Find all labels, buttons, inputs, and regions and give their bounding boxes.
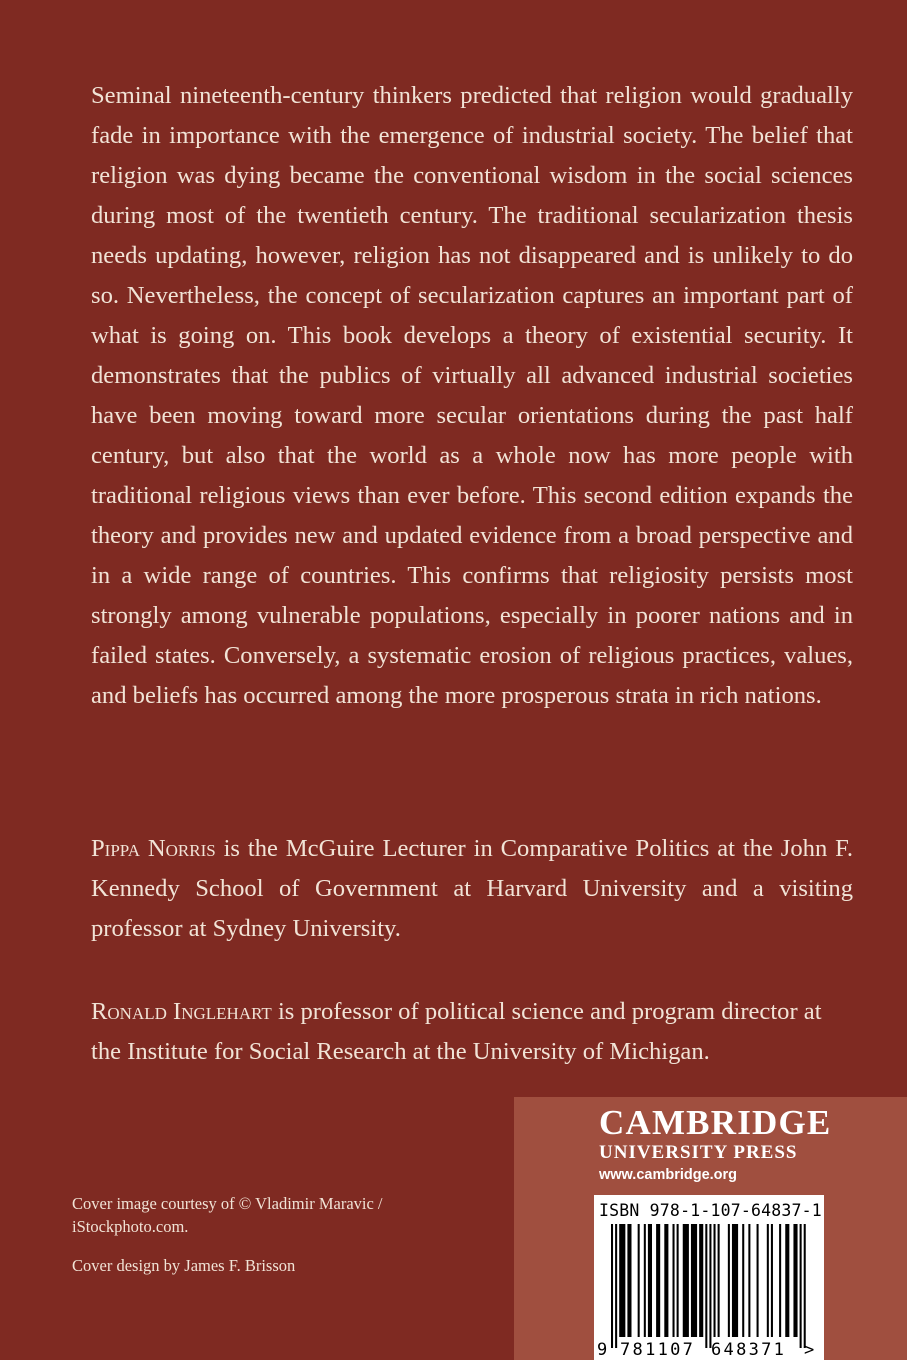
- barcode-guard-bar: [804, 1224, 806, 1348]
- barcode-bar: [732, 1224, 738, 1337]
- barcode-bar: [648, 1224, 652, 1337]
- barcode-right-digits: 648371: [711, 1340, 787, 1360]
- barcode-bar: [728, 1224, 730, 1337]
- barcode-bar: [677, 1224, 679, 1337]
- barcode-bar: [748, 1224, 750, 1337]
- barcode-bar: [664, 1224, 668, 1337]
- author-bio-text: is the McGuire Lecturer in Comparative Politics at the John F. Kennedy School of Government at Harvard University and a visiting professor at Sydney University.: [91, 835, 853, 942]
- publisher-panel: [514, 1097, 907, 1360]
- publisher-subname: UNIVERSITY PRESS: [599, 1142, 798, 1163]
- barcode-guard-bar: [611, 1224, 613, 1348]
- barcode-quiet-mark: >: [804, 1340, 815, 1360]
- barcode-bar: [793, 1224, 797, 1337]
- barcode-bar: [785, 1224, 789, 1337]
- author-name: Pippa Norris: [91, 835, 216, 862]
- back-cover-blurb: Seminal nineteenth-century thinkers predicted that religion would gradually fade in importance with the emergence of industrial society. The belief that religion was dying became the conventional wisdom in the social sciences during most of the twentieth century. The traditional secularization thesis needs updating, however, religion has not disappeared and is unlikely to do so. Nevertheless, the concept of secularization captures an important part of what is going on. This book develops a theory of existential security. It demonstrates that the publics of virtually all advanced industrial societies have been moving toward more secular orientations during the past half century, but also that the world as a whole now has more people with traditional religious views than ever before. This second edition expands the theory and provides new and updated evidence from a broad perspective and in a wide range of countries. This confirms that religiosity persists most strongly among vulnerable populations, especially in poorer nations and in failed states. Conversely, a systematic erosion of religious practices, values, and beliefs has occurred among the more prosperous strata in rich nations.: [91, 82, 853, 709]
- barcode-guard-bar: [709, 1224, 711, 1348]
- barcode-bar: [644, 1224, 646, 1337]
- barcode-bar: [673, 1224, 675, 1337]
- barcode-lead-digit: 9: [597, 1340, 608, 1360]
- barcode-bar: [656, 1224, 660, 1337]
- author-bio-inglehart: [91, 992, 853, 1072]
- publisher-name: CAMBRIDGE: [599, 1103, 832, 1142]
- barcode-bar: [627, 1224, 631, 1337]
- cover-image-credit: Cover image courtesy of © Vladimir Maravic / iStockphoto.com.: [72, 1194, 383, 1236]
- barcode-bar: [619, 1224, 625, 1337]
- barcode-bar: [714, 1224, 716, 1337]
- author-name: Ronald Inglehart: [91, 998, 272, 1025]
- barcode-bar: [742, 1224, 744, 1337]
- barcode-left-digits: 781107: [620, 1340, 696, 1360]
- barcode-bar: [718, 1224, 720, 1337]
- barcode-bars: [594, 1195, 824, 1360]
- barcode: [594, 1195, 824, 1360]
- barcode-bar: [691, 1224, 697, 1337]
- isbn-label: ISBN 978-1-107-64837-1: [599, 1201, 822, 1220]
- barcode-guard-bar: [615, 1224, 617, 1348]
- barcode-bar: [771, 1224, 773, 1337]
- barcode-bar: [638, 1224, 640, 1337]
- barcode-guard-bar: [800, 1224, 802, 1348]
- barcode-bar: [767, 1224, 769, 1337]
- publisher-url: www.cambridge.org: [599, 1167, 738, 1183]
- barcode-bar: [757, 1224, 759, 1337]
- barcode-bar: [699, 1224, 703, 1337]
- barcode-bar: [683, 1224, 689, 1337]
- barcode-guard-bar: [705, 1224, 707, 1348]
- author-bio-norris: [91, 829, 853, 949]
- cover-design-credit: Cover design by James F. Brisson: [72, 1256, 296, 1275]
- barcode-bar: [779, 1224, 781, 1337]
- author-bio-text: is professor of political science and program director at the Institute for Social Research at the University of Michigan.: [91, 998, 822, 1065]
